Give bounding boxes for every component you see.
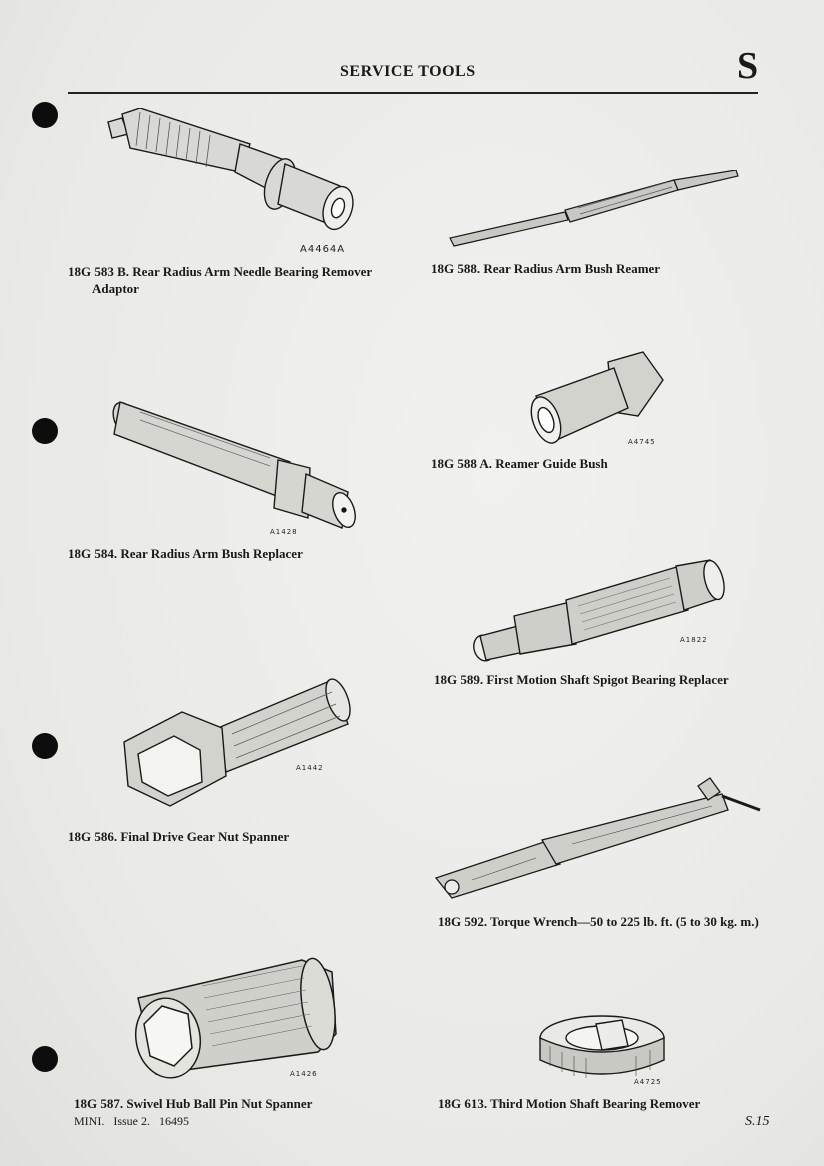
figure-ref: A1428 bbox=[270, 528, 298, 536]
binder-hole bbox=[32, 418, 58, 444]
tool-caption: 18G 583 B. Rear Radius Arm Needle Bearing Remover Adaptor bbox=[68, 264, 373, 296]
tool-caption: 18G 613. Third Motion Shaft Bearing Remover bbox=[438, 1096, 701, 1111]
figure-ref: A1822 bbox=[680, 636, 708, 644]
issue-info: MINI. Issue 2. 16495 bbox=[74, 1114, 189, 1128]
binder-hole bbox=[32, 733, 58, 759]
bush-replacer-icon bbox=[110, 400, 360, 540]
spigot-bearing-replacer-icon bbox=[470, 558, 730, 668]
tool-caption: 18G 592. Torque Wrench—50 to 225 lb. ft. (5 to 30 kg. m.) bbox=[438, 914, 759, 929]
needle-bearing-remover-adaptor-icon bbox=[100, 108, 370, 258]
figure-ref: A4725 bbox=[634, 1078, 662, 1086]
header-rule bbox=[68, 92, 758, 94]
tool-caption: 18G 587. Swivel Hub Ball Pin Nut Spanner bbox=[74, 1096, 313, 1111]
page-number: S.15 bbox=[745, 1114, 770, 1129]
figure-ref: A1442 bbox=[296, 764, 324, 772]
figure-ref: A4745 bbox=[628, 438, 656, 446]
gear-nut-spanner-icon bbox=[122, 672, 352, 812]
binder-hole bbox=[32, 1046, 58, 1072]
torque-wrench-icon bbox=[432, 774, 768, 904]
reamer-guide-bush-icon bbox=[528, 350, 668, 450]
section-letter: S bbox=[737, 45, 759, 87]
figure-ref: A1426 bbox=[290, 1070, 318, 1078]
bush-reamer-icon bbox=[448, 170, 748, 250]
tool-caption: 18G 589. First Motion Shaft Spigot Bearing Replacer bbox=[434, 672, 729, 687]
binder-hole bbox=[32, 102, 58, 128]
tool-caption: 18G 588 A. Reamer Guide Bush bbox=[431, 456, 608, 471]
tool-caption: 18G 588. Rear Radius Arm Bush Reamer bbox=[431, 261, 661, 276]
figure-ref: A4464A bbox=[300, 244, 346, 255]
tool-caption: 18G 584. Rear Radius Arm Bush Replacer bbox=[68, 546, 303, 561]
tool-caption: 18G 586. Final Drive Gear Nut Spanner bbox=[68, 829, 290, 844]
page-title: SERVICE TOOLS bbox=[340, 63, 476, 80]
bearing-remover-icon bbox=[536, 1010, 670, 1086]
ball-pin-nut-spanner-icon bbox=[132, 952, 338, 1080]
